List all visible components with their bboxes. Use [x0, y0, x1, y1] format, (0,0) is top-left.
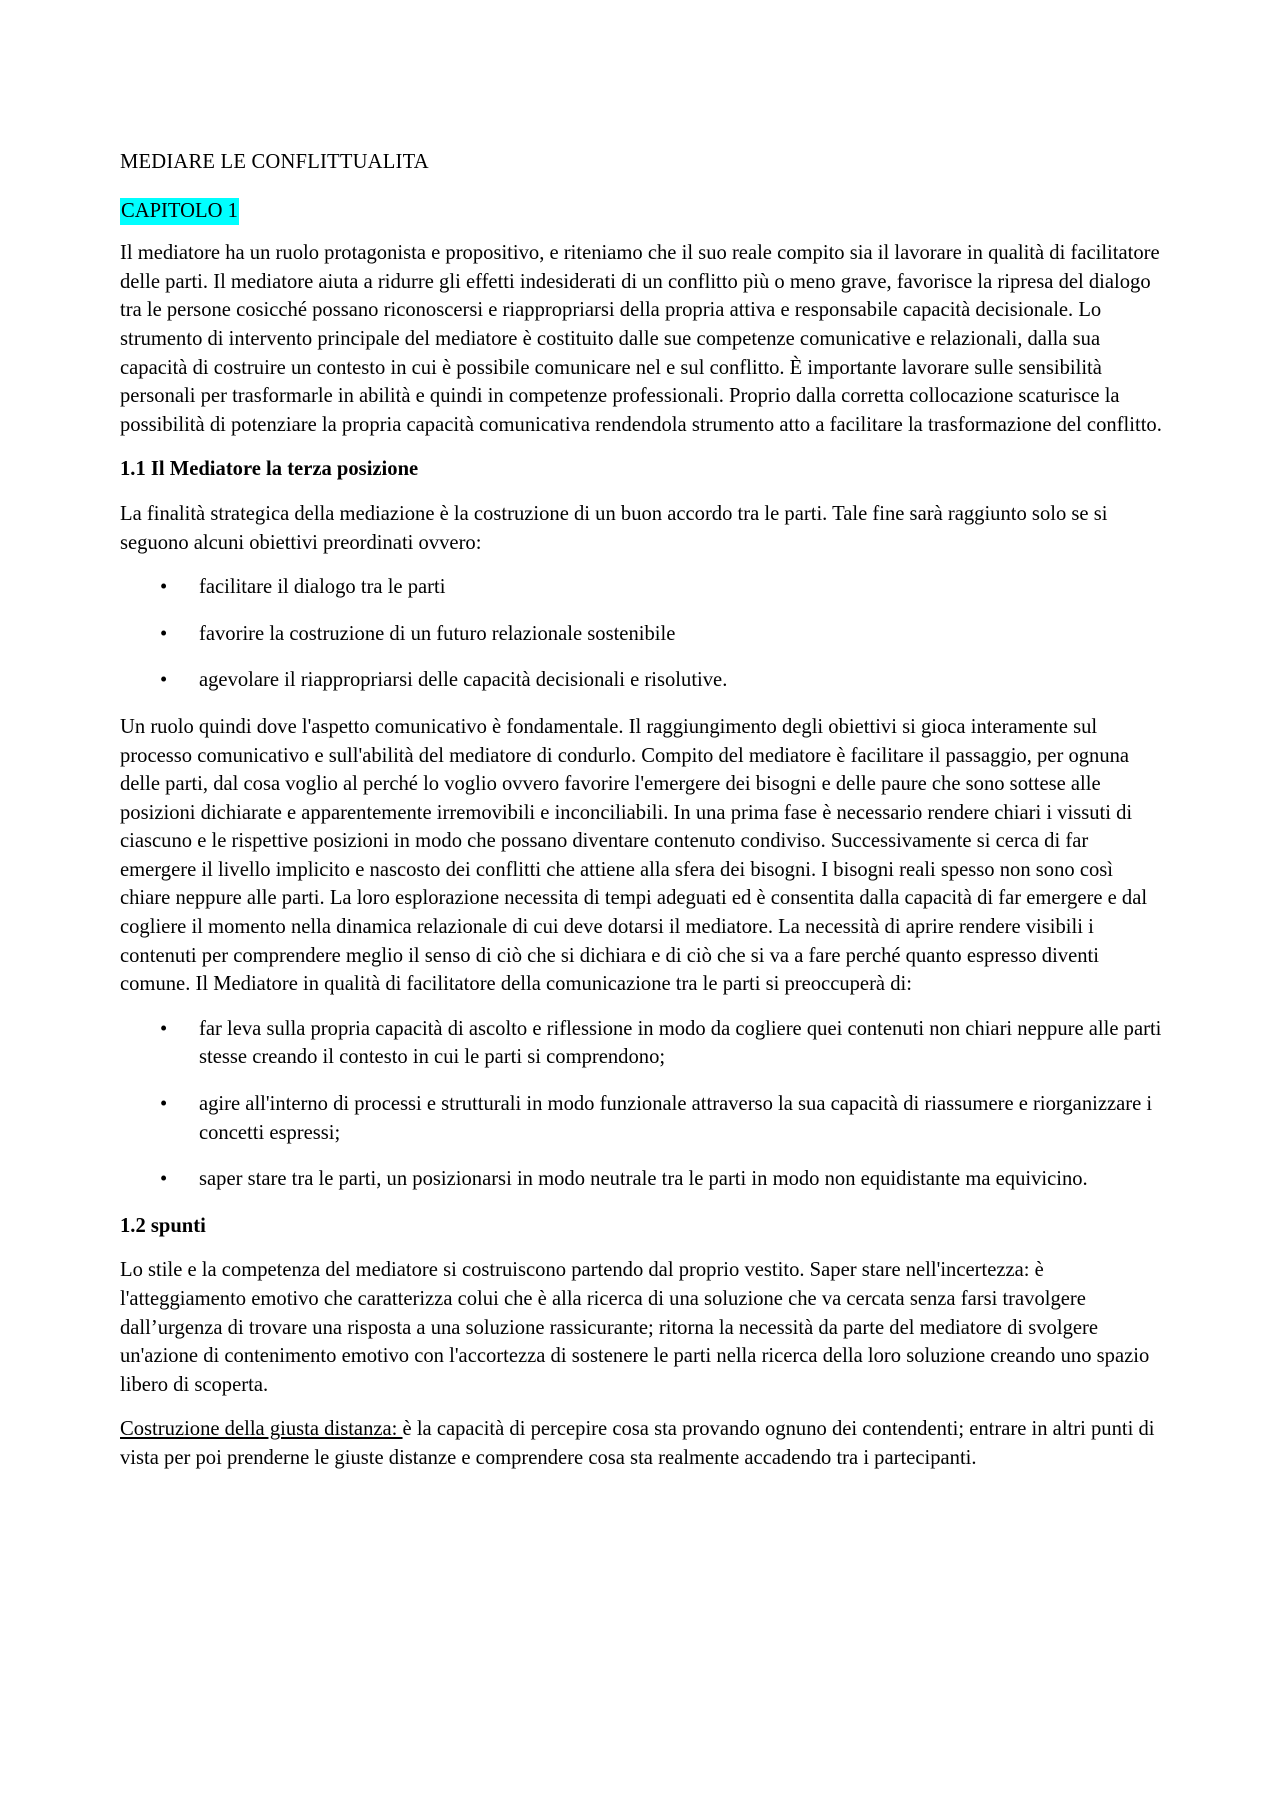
distance-term-text: è la capacità di percepire cosa sta provando ognuno dei contendenti; entrare in altri punti di vista per poi prenderne le giuste distanze e comprendere cosa sta realmente accadendo tra i partecipanti.: [120, 1418, 1155, 1469]
bullet-icon: •: [160, 1017, 168, 1040]
list-item-text: agire all'interno di processi e strutturali in modo funzionale attraverso la sua capacità di riassumere e riorganizzare i concetti espressi;: [199, 1093, 1153, 1144]
section-1-1-heading: 1.1 Il Mediatore la terza posizione: [120, 458, 419, 481]
list-item-text: favorire la costruzione di un futuro relazionale sostenibile: [199, 622, 676, 645]
list-item: [120, 620, 1162, 649]
mediator-tasks-list: [120, 1015, 1162, 1194]
list-item: [120, 1165, 1162, 1194]
distance-term-label: Costruzione della giusta distanza:: [120, 1418, 403, 1441]
intro-paragraph: Il mediatore ha un ruolo protagonista e propositivo, e riteniamo che il suo reale compito sia il lavorare in qualità di facilitatore delle parti. Il mediatore aiuta a ridurre gli effetti indesiderati di un conflitto più o meno grave, favorisce la ripresa del dialogo tra le persone cosicché possano riconoscersi e riappropriarsi della propria attiva e responsabile capacità decisionale. Lo strumento di intervento principale del mediatore è costituito dalle sue competenze comunicative e relazionali, dalla sua capacità di costruire un contesto in cui è possibile comunicare nel e sul conflitto. È importante lavorare sulle sensibilità personali per trasformarle in abilità e quindi in competenze professionali. Proprio dalla corretta collocazione scaturisce la possibilità di potenziare la propria capacità comunicativa rendendola strumento atto a facilitare la trasformazione del conflitto.: [120, 242, 1162, 436]
list-item-text: saper stare tra le parti, un posizionarsi in modo neutrale tra le parti in modo non equidistante ma equivicino.: [199, 1168, 1088, 1191]
section-1-1-paragraph-2: Un ruolo quindi dove l'aspetto comunicativo è fondamentale. Il raggiungimento degli obiettivi si gioca interamente sul processo comunicativo e sull'abilità del mediatore di condurlo. Compito del mediatore è facilitare il passaggio, per ognuna delle parti, dal cosa voglio al perché lo voglio ovvero favorire l'emergere dei bisogni e delle paure che sono sottese alle posizioni dichiarate e apparentemente irremovibili e inconciliabili. In una prima fase è necessario rendere chiari i vissuti di ciascuno e le rispettive posizioni in modo che possano diventare contenuto condiviso. Successivamente si cerca di far emergere il livello implicito e nascosto dei conflitti che attiene alla sfera dei bisogni. I bisogni reali spesso non sono così chiare neppure alle parti. La loro esplorazione necessita di tempi adeguati ed è consentita dalla capacità di far emergere e dal cogliere il momento nella dinamica relazionale di cui deve dotarsi il mediatore. La necessità di aprire rendere visibili i contenuti per comprendere meglio il senso di ciò che si dichiara e di ciò che si va a fare perché quanto espresso diventi comune. Il Mediatore in qualità di facilitatore della comunicazione tra le parti si preoccuperà di:: [120, 715, 1148, 996]
section-1-2-paragraph-2: [120, 1415, 1162, 1472]
list-item-text: far leva sulla propria capacità di ascolto e riflessione in modo da cogliere quei contenuti non chiari neppure alle parti stesse creando il contesto in cui le parti si comprendono;: [199, 1017, 1162, 1069]
section-1-2-heading: 1.2 spunti: [120, 1214, 206, 1237]
list-item: [120, 1090, 1162, 1147]
document-title: MEDIARE LE CONFLITTUALITA: [120, 151, 429, 173]
bullet-icon: •: [160, 1168, 168, 1191]
bullet-icon: •: [160, 1093, 168, 1116]
list-item-text: facilitare il dialogo tra le parti: [199, 576, 446, 599]
chapter-heading: [120, 197, 1162, 226]
list-item: [120, 573, 1162, 602]
objectives-list: [120, 573, 1162, 695]
section-1-2-paragraph-1: Lo stile e la competenza del mediatore si costruiscono partendo dal proprio vestito. Saper stare nell'incertezza: è l'atteggiamento emotivo che caratterizza colui che è alla ricerca di una soluzione che va cercata senza farsi travolgere dall’urgenza di trovare una risposta a una soluzione rassicurante; ritorna la necessità da parte del mediatore di svolgere un'azione di contenimento emotivo con l'accortezza di sostenere le parti nella ricerca della loro soluzione creando uno spazio libero di scoperta.: [120, 1259, 1150, 1396]
bullet-icon: •: [160, 576, 168, 599]
bullet-icon: •: [160, 669, 168, 692]
chapter-label: CAPITOLO 1: [120, 198, 239, 225]
section-1-1-paragraph-1: La finalità strategica della mediazione è la costruzione di un buon accordo tra le parti. Tale fine sarà raggiunto solo se si seguono alcuni obiettivi preordinati ovvero:: [120, 502, 1108, 554]
list-item: [120, 666, 1162, 695]
list-item: [120, 1015, 1162, 1072]
bullet-icon: •: [160, 622, 168, 645]
list-item-text: agevolare il riappropriarsi delle capacità decisionali e risolutive.: [199, 669, 728, 692]
